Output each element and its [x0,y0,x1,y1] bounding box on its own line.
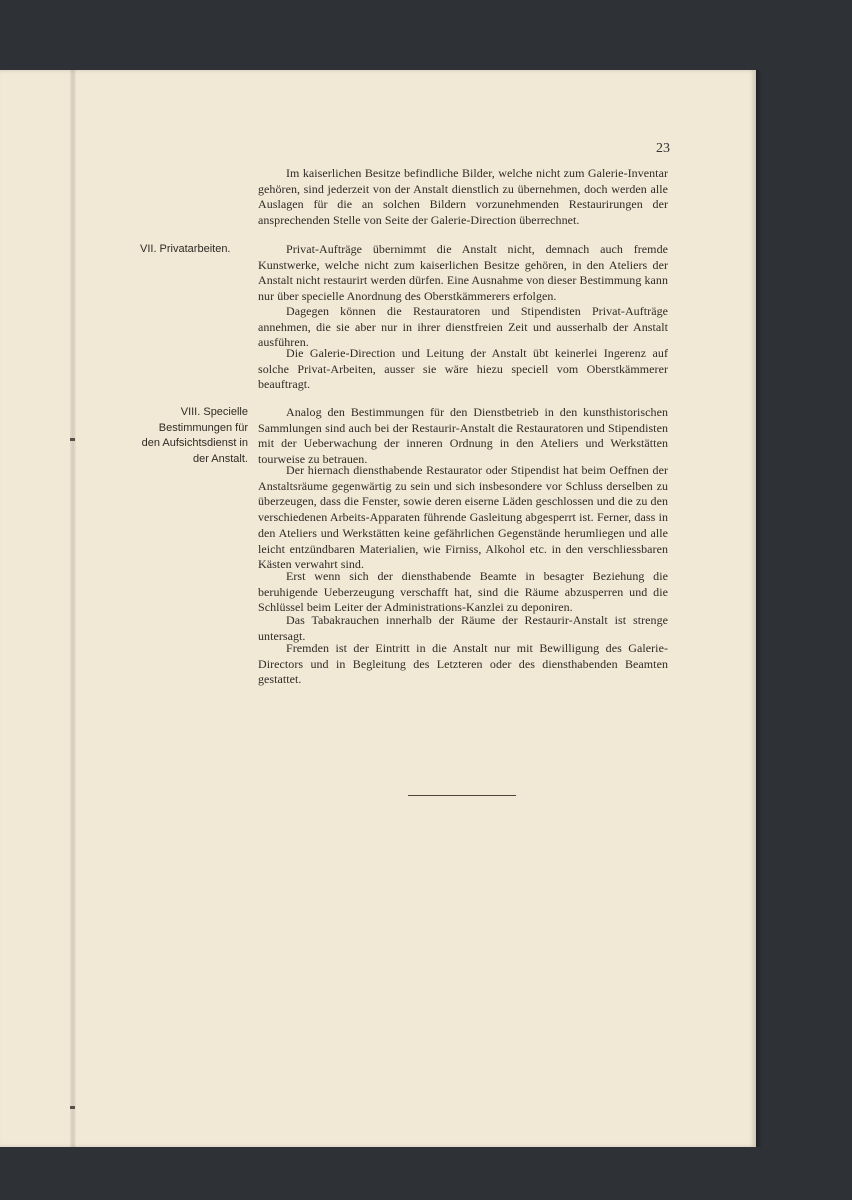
paragraph: Erst wenn sich der diensthabende Beamte in besagter Beziehung die beruhigende Ueberzeugung verschafft hat, sind die Räume abzusperren und die Schlüssel beim Leiter der Administrations-Kanzlei zu deponiren. [258,569,668,615]
page-number: 23 [656,141,670,156]
paragraph: Der hiernach diensthabende Restaurator oder Stipendist hat beim Oeffnen der Anstaltsräume gegenwärtig zu sein und sich insbesondere vor Schluss derselben zu überzeugen, dass die Fenster, sowie deren eiserne Läden geschlossen und die zu den verschiedenen Arbeits-Apparaten führende Gasleitung abgesperrt ist. Ferner, dass in den Ateliers und Werkstätten keine gefährlichen Gegenstände herumliegen und alle leicht entzündbaren Materialien, wie Firniss, Alkohol etc. in den verschliessbaren Kästen verwahrt sind. [258,463,668,572]
binding-pin [70,1106,75,1109]
page-fold [70,70,76,1147]
paragraph: Die Galerie-Direction und Leitung der Anstalt übt keinerlei Ingerenz auf solche Privat-Arbeiten, ausser sie wäre hiezu speciell vom Oberstkämmerer beauftragt. [258,346,668,392]
paragraph: Im kaiserlichen Besitze befindliche Bilder, welche nicht zum Galerie-Inventar gehören, sind jederzeit von der Anstalt dienstlich zu übernehmen, doch werden alle Auslagen für die an solchen Bildern vorzunehmenden Restaurirungen der ansprechenden Stelle von Seite der Galerie-Direction überrechnet. [258,166,668,228]
margin-heading-privatarbeiten: VII. Privatarbeiten. [140,243,231,255]
binding-pin [70,438,75,441]
paragraph: Dagegen können die Restauratoren und Stipendisten Privat-Aufträge annehmen, die sie aber nur in ihrer dienstfreien Zeit und ausserhalb der Anstalt ausführen. [258,304,668,350]
page-edge-shadow [756,70,762,1147]
paragraph: Analog den Bestimmungen für den Dienstbetrieb in den kunsthistorischen Sammlungen sind auch bei der Restaurir-Anstalt die Restauratoren und Stipendisten mit der Ueberwachung der inneren Ordnung in den Ateliers und Werkstätten tourweise zu betrauen. [258,405,668,467]
margin-heading-aufsichtsdienst: VIII. Specielle Bestimmungen für den Aufsichtsdienst in der Anstalt. [141,406,248,465]
closing-rule [408,795,516,796]
paragraph: Das Tabakrauchen innerhalb der Räume der Restaurir-Anstalt ist strenge untersagt. [258,613,668,643]
paragraph: Fremden ist der Eintritt in die Anstalt nur mit Bewilligung des Galerie-Directors und in Begleitung des Letzteren oder des diensthabenden Beamten gestattet. [258,641,668,687]
paragraph: Privat-Aufträge übernimmt die Anstalt nicht, demnach auch fremde Kunstwerke, welche nicht zum kaiserlichen Besitze gehören, in den Ateliers der Anstalt nicht restaurirt werden dürfen. Eine Ausnahme von dieser Bestimmung kann nur über specielle Anordnung des Oberstkämmerers erfolgen. [258,242,668,304]
